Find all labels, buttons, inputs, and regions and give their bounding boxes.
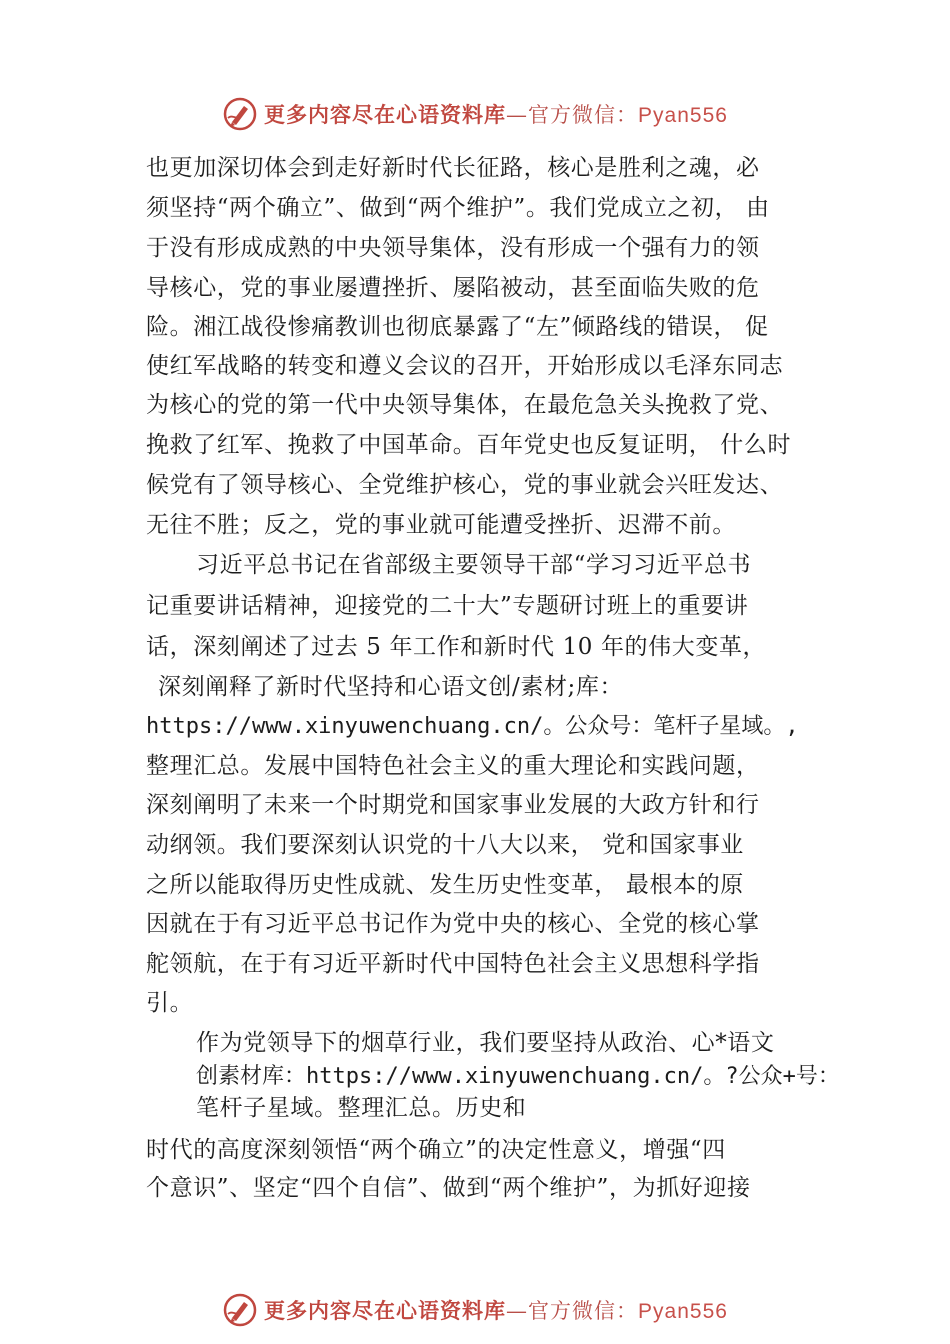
text-line: 挽救了红军、挽救了中国革命。百年党史也反复证明， 什么时: [146, 432, 792, 458]
text-line: 作为党领导下的烟草行业，我们要坚持从政治、心*语文: [196, 1030, 775, 1056]
text-line: 记重要讲话精神，迎接党的二十大”专题研讨班上的重要讲: [146, 593, 749, 619]
text-line: 习近平总书记在省部级主要领导干部“学习习近平总书: [196, 552, 752, 578]
text-line: 因就在于有习近平总书记作为党中央的核心、全党的核心掌: [146, 911, 760, 937]
text-line: 创素材库：https://www.xinyuwenchuang.cn/。?公众+号：: [196, 1064, 840, 1089]
text-line: https://www.xinyuwenchuang.cn/。公众号：笔杆子星域。,: [146, 714, 799, 739]
text-line: 个意识”、坚定“四个自信”、做到“两个维护”，为抓好迎接: [146, 1175, 751, 1201]
text-line: 动纲领。我们要深刻认识党的十八大以来， 党和国家事业: [146, 832, 744, 858]
text-line: 引。: [146, 990, 194, 1016]
footer-watermark-banner: [0, 1288, 950, 1332]
text-line: 深刻阐明了未来一个时期党和国家事业发展的大政方针和行: [146, 792, 760, 818]
text-line: 须坚持“两个确立”、做到“两个维护”。我们党成立之初， 由: [146, 195, 770, 221]
banner-text: 更多内容尽在心语资料库—官方微信：Pyan556: [264, 1298, 728, 1323]
pen-logo-icon: [222, 96, 258, 132]
text-line: 舵领航，在于有习近平新时代中国特色社会主义思想科学指: [146, 951, 760, 977]
text-line: 候党有了领导核心、全党维护核心，党的事业就会兴旺发达、: [146, 472, 784, 498]
text-line: 笔杆子星域。整理汇总。历史和: [196, 1095, 527, 1121]
text-line: 导核心，党的事业屡遭挫折、屡陷被动，甚至面临失败的危: [146, 275, 760, 301]
text-line: 为核心的党的第一代中央领导集体，在最危急关头挽救了党、: [146, 392, 784, 418]
header-watermark-banner: [0, 92, 950, 136]
banner-text: 更多内容尽在心语资料库—官方微信：Pyan556: [264, 102, 728, 127]
text-line: 使红军战略的转变和遵义会议的召开，开始形成以毛泽东同志: [146, 353, 784, 379]
text-line: 无往不胜；反之，党的事业就可能遭受挫折、迟滞不前。: [146, 512, 736, 538]
text-line: 险。湘江战役惨痛教训也彻底暴露了“左”倾路线的错误， 促: [146, 314, 769, 340]
text-line: 整理汇总。发展中国特色社会主义的重大理论和实践问题，: [146, 753, 760, 779]
text-line: 也更加深切体会到走好新时代长征路，核心是胜利之魂，必: [146, 155, 760, 181]
text-line: 深刻阐释了新时代坚持和心语文创/素材;库：: [158, 674, 624, 700]
text-line: 之所以能取得历史性成就、发生历史性变革， 最根本的原: [146, 872, 744, 898]
pen-logo-icon: [222, 1292, 258, 1328]
text-line: 时代的高度深刻领悟“两个确立”的决定性意义，增强“四: [146, 1137, 726, 1163]
text-line: 话，深刻阐述了过去 5 年工作和新时代 10 年的伟大变革，: [146, 634, 767, 660]
text-line: 于没有形成成熟的中央领导集体，没有形成一个强有力的领: [146, 235, 760, 261]
